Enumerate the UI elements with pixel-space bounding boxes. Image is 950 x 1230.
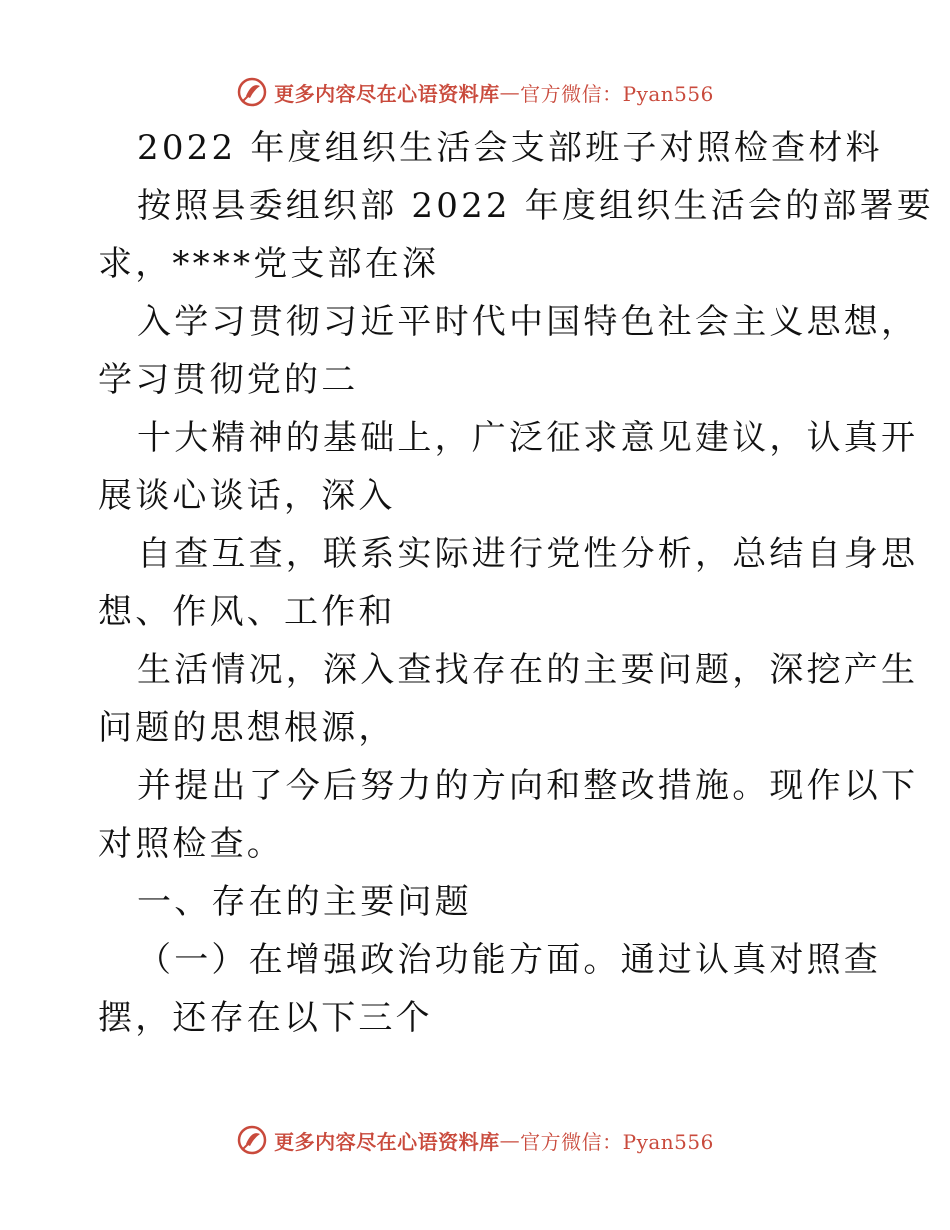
paragraph-line: 生活情况，深入查找存在的主要问题，深挖产生 xyxy=(137,650,919,690)
subsection-heading: （一）在增强政治功能方面。通过认真对照查 xyxy=(137,940,881,980)
watermark-separator: — xyxy=(499,80,521,104)
watermark-header xyxy=(0,72,950,112)
watermark-footer xyxy=(0,1120,950,1160)
paragraph-line: 对照检查。 xyxy=(98,824,284,864)
paragraph-line: 十大精神的基础上，广泛征求意见建议，认真开 xyxy=(137,418,919,458)
paragraph-line: 摆，还存在以下三个 xyxy=(98,998,433,1038)
document-title: 2022 年度组织生活会支部班子对照检查材料 xyxy=(137,128,883,168)
section-heading: 一、存在的主要问题 xyxy=(137,882,472,922)
watermark-contact-text: 官方微信：Pyan556 xyxy=(520,1129,714,1154)
watermark-main-text: 更多内容尽在心语资料库 xyxy=(274,81,500,106)
watermark-logo-icon xyxy=(236,76,268,108)
watermark-separator: — xyxy=(499,1128,521,1152)
paragraph-line: 学习贯彻党的二 xyxy=(98,360,359,400)
paragraph-line: 按照县委组织部 2022 年度组织生活会的部署要 xyxy=(137,186,934,226)
paragraph-line: 展谈心谈话，深入 xyxy=(98,476,396,516)
watermark-main-text: 更多内容尽在心语资料库 xyxy=(274,1129,500,1154)
paragraph-line: 入学习贯彻习近平时代中国特色社会主义思想， xyxy=(137,302,919,342)
watermark-contact-text: 官方微信：Pyan556 xyxy=(520,81,714,106)
paragraph-line: 求，****党支部在深 xyxy=(98,244,440,284)
watermark-logo-icon xyxy=(236,1124,268,1156)
paragraph-line: 问题的思想根源， xyxy=(98,708,396,748)
paragraph-line: 自查互查，联系实际进行党性分析，总结自身思 xyxy=(137,534,919,574)
paragraph-line: 并提出了今后努力的方向和整改措施。现作以下 xyxy=(137,766,919,806)
paragraph-line: 想、作风、工作和 xyxy=(98,592,396,632)
